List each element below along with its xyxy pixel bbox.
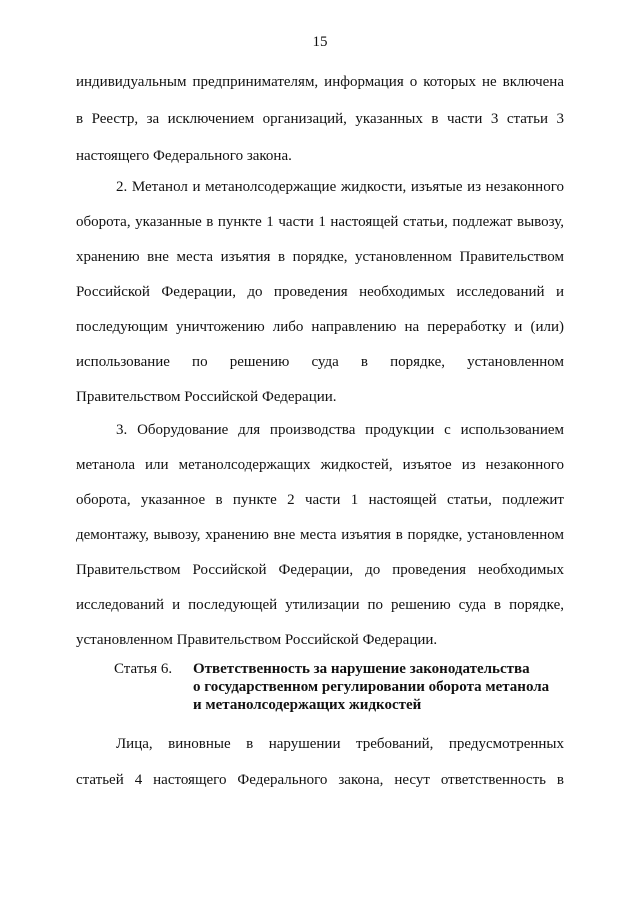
text-line: настоящего Федерального закона.	[76, 148, 292, 164]
text-line: Лица, виновные в нарушении требований, предусмотренных	[116, 736, 564, 752]
article-title-line: Ответственность за нарушение законодательства	[193, 661, 530, 677]
text-line: Правительством Российской Федерации.	[76, 389, 337, 405]
text-line: статьей 4 настоящего Федерального закона, несут ответственность в	[76, 772, 564, 788]
text-line: последующим уничтожению либо направлению на переработку и (или)	[76, 319, 564, 335]
text-line: в Реестр, за исключением организаций, указанных в части 3 статьи 3	[76, 111, 564, 127]
text-line: демонтажу, вывозу, хранению вне места изъятия в порядке, установленном	[76, 527, 564, 543]
text-line: Правительством Российской Федерации, до проведения необходимых	[76, 562, 564, 578]
text-line: оборота, указанные в пункте 1 части 1 настоящей статьи, подлежат вывозу,	[76, 214, 564, 230]
article-title-line: о государственном регулировании оборота метанола	[193, 679, 550, 695]
text-line: метанола или метанолсодержащих жидкостей, изъятое из незаконного	[76, 457, 564, 473]
text-line: 2. Метанол и метанолсодержащие жидкости, изъятые из незаконного	[116, 179, 564, 195]
text-line: Российской Федерации, до проведения необходимых исследований и	[76, 284, 564, 300]
text-line: исследований и последующей утилизации по решению суда в порядке,	[76, 597, 564, 613]
text-line: использование по решению суда в порядке, установленном	[76, 354, 564, 370]
text-line: оборота, указанное в пункте 2 части 1 настоящей статьи, подлежит	[76, 492, 564, 508]
text-line: установленном Правительством Российской Федерации.	[76, 632, 438, 648]
text-line: 3. Оборудование для производства продукции с использованием	[116, 422, 564, 438]
article-label: Статья 6.	[114, 661, 173, 677]
page-number: 15	[312, 34, 328, 50]
text-line: индивидуальным предпринимателям, информация о которых не включена	[76, 74, 564, 90]
article-title	[193, 660, 573, 714]
text-line: хранению вне места изъятия в порядке, установленном Правительством	[76, 249, 564, 265]
article-title-line: и метанолсодержащих жидкостей	[193, 697, 422, 713]
